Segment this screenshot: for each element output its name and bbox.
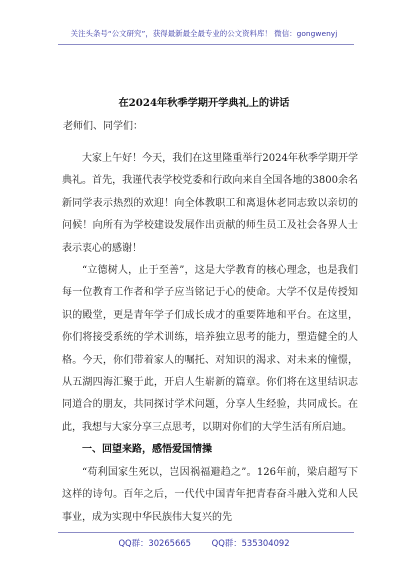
paragraph-welcome: 大家上午好！今天，我们在这里隆重举行2024年秋季学期开学典礼。首先，我谨代表学校党委和行政向来自全国各地的3800余名新同学表示热烈的欢迎！向全体教职工和离退休老同志致以亲切的问候！向所有为学校建设发展作出贡献的师生员工及社会各界人士表示衷心的感谢！	[62, 153, 358, 254]
footer-divider	[58, 532, 354, 533]
paragraph-motto: “立德树人，止于至善”，这是大学教育的核心理念，也是我们每一位教育工作者和学子应当铭记于心的使命。大学不仅是传授知识的殿堂，更是青年学子们成长成才的重要阵地和平台。在这里，你们将接受系统的学术训练，培养独立思考的能力，塑造健全的人格。今天，你们带着家人的嘱托、对知识的渴求、对未来的憧憬，从五湖四海汇聚于此，开启人生崭新的篇章。你们将在这里结识志同道合的朋友，共同探讨学术问题，分享人生经验，共同成长。在此，我想与大家分享三点思考，以期对你们的大学生活有所启迪。	[62, 265, 358, 433]
header-banner: 关注头条号“公文研究”，获得最新最全最专业的公文资料库！ 微信：gongwenyj	[70, 29, 338, 38]
footer	[0, 537, 408, 549]
section-heading: 一、回望来路，感悟爱国情操	[82, 444, 212, 456]
salutation: 老师们、同学们：	[63, 121, 143, 132]
header-divider	[58, 44, 354, 45]
document-title: 在2024年秋季学期开学典礼上的讲话	[118, 97, 290, 109]
footer-qq-group-2: QQ群：535304092	[211, 538, 290, 548]
paragraph-section-one: “苟利国家生死以，岂因祸福避趋之”。126年前，梁启超写下这样的诗句。百年之后，一代代中国青年把青春奋斗融入党和人民事业，成为实现中华民族伟大复兴的先	[62, 466, 358, 523]
document-body	[62, 148, 358, 529]
footer-qq-group-1: QQ群：30265665	[118, 538, 191, 548]
